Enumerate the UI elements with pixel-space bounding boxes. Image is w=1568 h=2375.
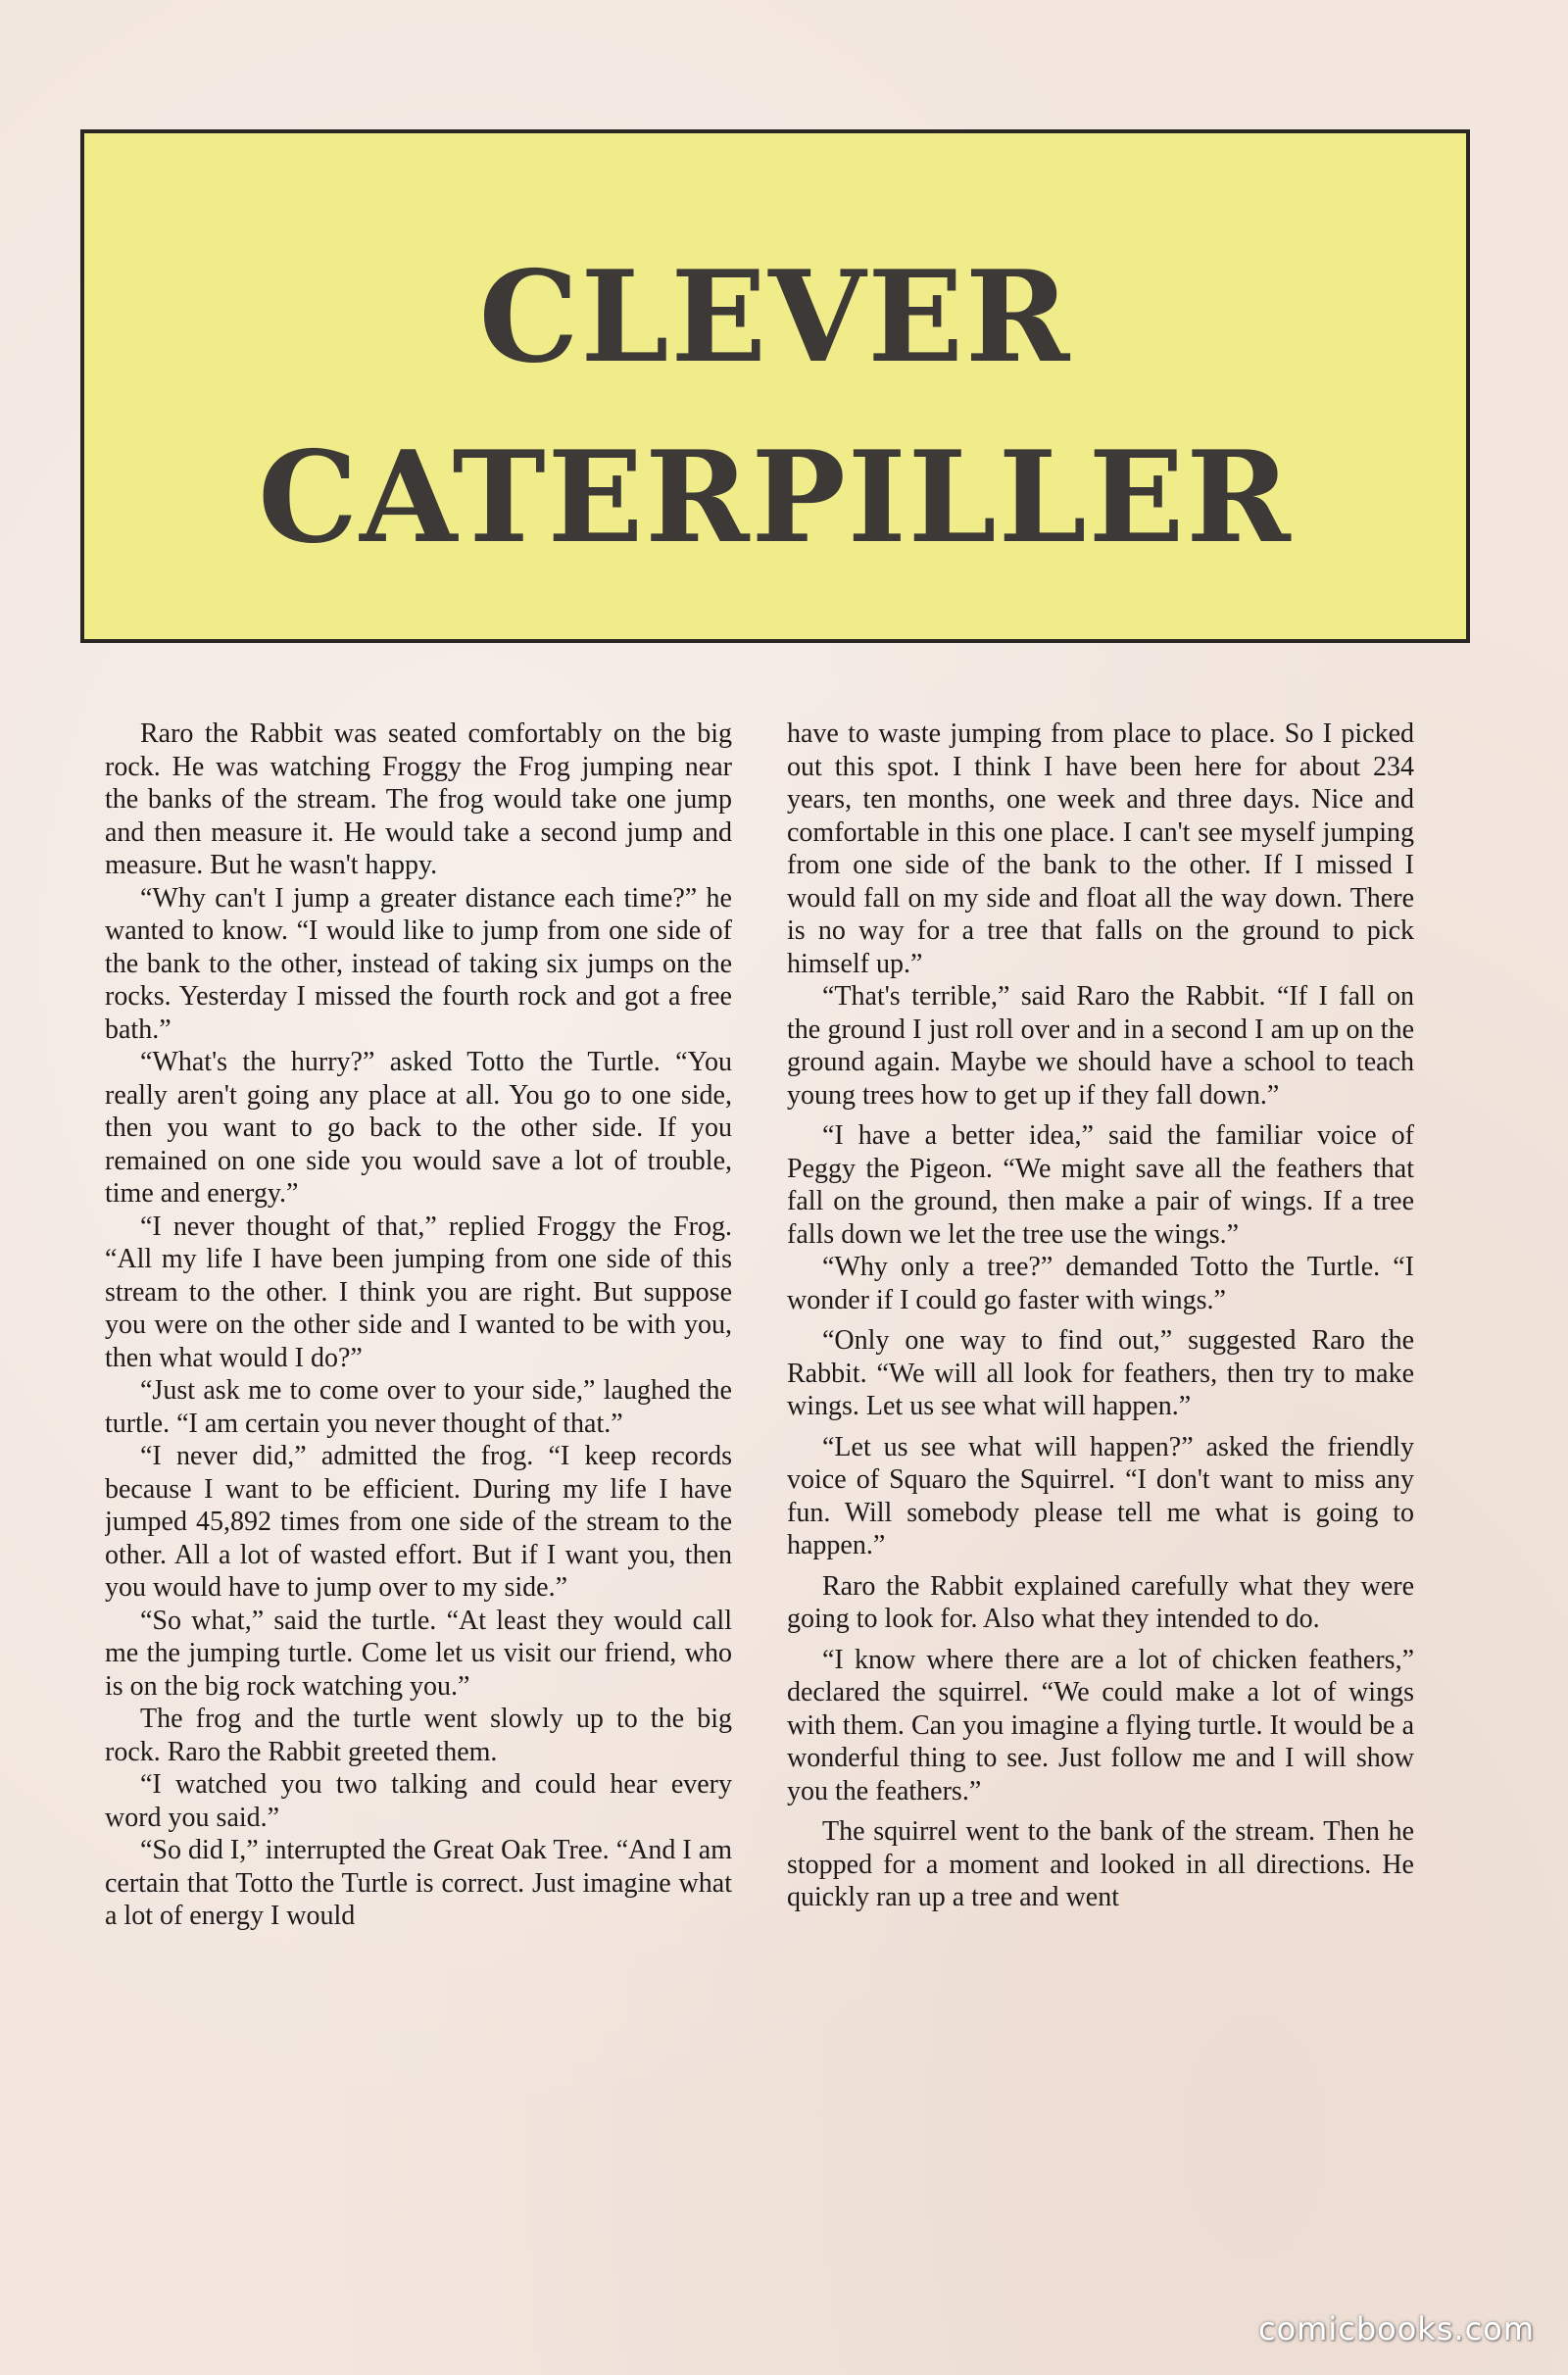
story-title-line-1: CLEVER (478, 244, 1072, 391)
site-watermark: comicbooks.com (1257, 2310, 1535, 2348)
paragraph: “Why only a tree?” demanded Totto the Turtle. “I wonder if I could go faster with wings.” (787, 1252, 1414, 1315)
paragraph: “What's the hurry?” asked Totto the Turtle. “You really aren't going any place at all. You go to one side, then you want to go back to the other side. If you remained on one side you would save a lot of trouble, time and energy.” (105, 1047, 732, 1209)
story-column-left (105, 717, 732, 2158)
paragraph: “So did I,” interrupted the Great Oak Tree. “And I am certain that Totto the Turtle is correct. Just imagine what a lot of energy I would (105, 1835, 732, 1931)
paragraph: “Why can't I jump a greater distance each time?” he wanted to know. “I would like to jump from one side of the bank to the other, instead of taking six jumps on the rocks. Yesterday I missed the fourth rock and got a free bath.” (105, 882, 732, 1045)
paragraph: The frog and the turtle went slowly up to the big rock. Raro the Rabbit greeted them. (105, 1704, 732, 1767)
paragraph: “I know where there are a lot of chicken feathers,” declared the squirrel. “We could make a lot of wings with them. Can you imagine a flying turtle. It would be a wonderful thing to see. Just follow me and I will show you the feathers.” (787, 1644, 1414, 1806)
paragraph: “I never thought of that,” replied Froggy the Frog. “All my life I have been jumping from one side of this stream to the other. I think you are right. But suppose you were on the other side and I wanted to be with you, then what would I do?” (105, 1211, 732, 1373)
paragraph: “Only one way to find out,” suggested Raro the Rabbit. “We will all look for feathers, then try to make wings. Let us see what will happen.” (787, 1325, 1414, 1421)
paragraph: Raro the Rabbit explained carefully what they were going to look for. Also what they intended to do. (787, 1570, 1414, 1634)
paragraph: “I have a better idea,” said the familiar voice of Peggy the Pigeon. “We might save all the feathers that fall on the ground, then make a pair of wings. If a tree falls down we let the tree use the wings.” (787, 1120, 1414, 1250)
paragraph: “So what,” said the turtle. “At least they would call me the jumping turtle. Come let us visit our friend, who is on the big rock watching you.” (105, 1605, 732, 1702)
paragraph: have to waste jumping from place to place. So I picked out this spot. I think I have been here for about 234 years, ten months, one week and three days. Nice and comfortable in this one place. I can't see myself jumping from one side of the bank to the other. If I missed I would fall on my side and float all the way down. There is no way for a tree that falls on the ground to pick himself up.” (787, 718, 1414, 979)
paragraph: “I never did,” admitted the frog. “I keep records because I want to be efficient. During my life I have jumped 45,892 times from one side of the stream to the other. All a lot of wasted effort. But if I want you, then you would have to jump over to my side.” (105, 1441, 732, 1603)
paragraph: “Just ask me to come over to your side,” laughed the turtle. “I am certain you never thought of that.” (105, 1375, 732, 1439)
story-column-right (787, 717, 1414, 2158)
paragraph: The squirrel went to the bank of the stream. Then he stopped for a moment and looked in all directions. He quickly ran up a tree and went (787, 1816, 1414, 1912)
title-panel (80, 129, 1470, 643)
paragraph: “I watched you two talking and could hear every word you said.” (105, 1769, 732, 1833)
paragraph: “Let us see what will happen?” asked the friendly voice of Squaro the Squirrel. “I don't want to miss any fun. Will somebody please tell me what is going to happen.” (787, 1431, 1414, 1560)
story-title-line-2: CATERPILLER (258, 424, 1293, 571)
paragraph: “That's terrible,” said Raro the Rabbit. “If I fall on the ground I just roll over and in a second I am up on the ground again. Maybe we should have a school to teach young trees how to get up if they fall down.” (787, 981, 1414, 1111)
paragraph: Raro the Rabbit was seated comfortably on the big rock. He was watching Froggy the Frog jumping near the banks of the stream. The frog would take one jump and then measure it. He would take a second jump and measure. But he wasn't happy. (105, 718, 732, 880)
